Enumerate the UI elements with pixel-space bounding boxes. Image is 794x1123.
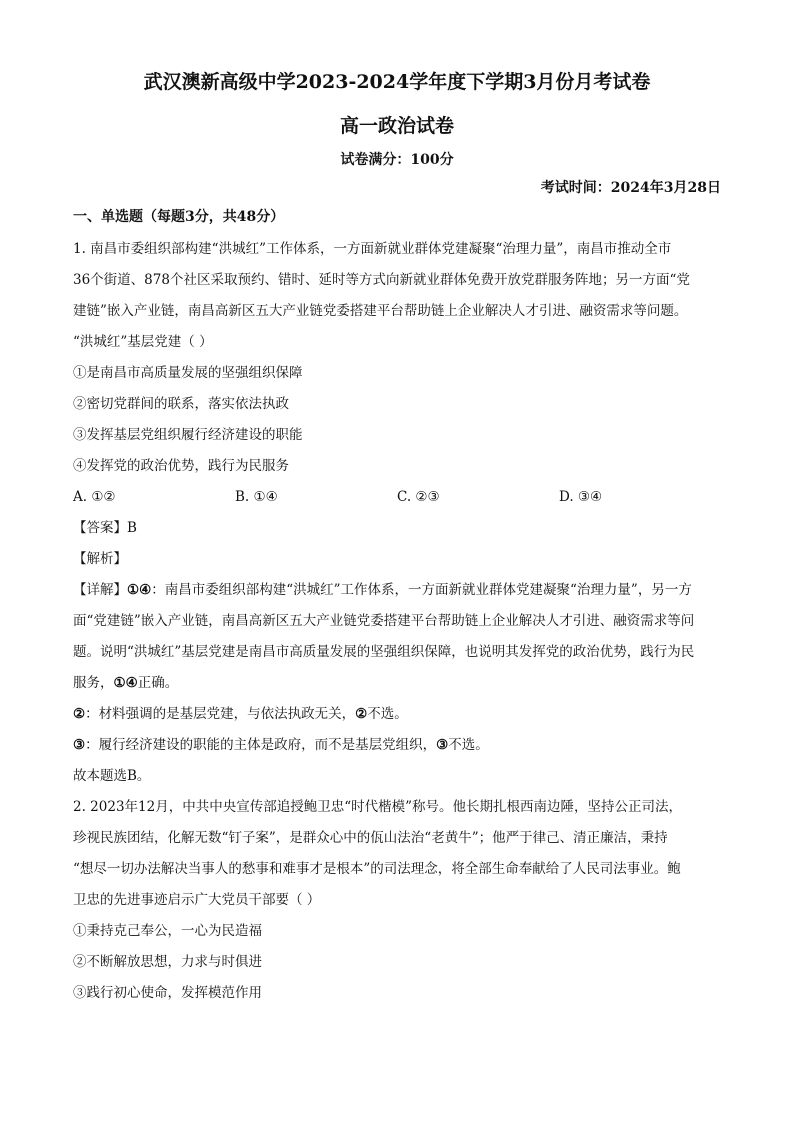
- point3-text: ：履行经济建设的职能的主体是政府，而不是基层党组织，: [85, 737, 437, 753]
- q1-stem-line: 建链”嵌入产业链，南昌高新区五大产业链党委搭建平台帮助链上企业解决人才引进、融资需求等问题。: [73, 303, 688, 319]
- point2-end: 不选。: [367, 706, 408, 722]
- q1-stem-line: “洪城红”基层党建（ ）: [73, 334, 213, 350]
- q1-detail-line: [73, 668, 721, 699]
- q2-statement: ③践行初心使命，发挥模范作用: [73, 985, 262, 1001]
- point2-text: ：材料强调的是基层党建，与依法执政无关，: [85, 706, 356, 722]
- exam-time: 考试时间：2024年3月28日: [540, 180, 721, 196]
- q1-stem-line: 36个街道、878个社区采取预约、错时、延时等方式向新就业群体免费开放党群服务阵地；另一方面“党: [73, 272, 690, 288]
- answer-value: B: [127, 520, 137, 536]
- q2-stem-line: 2. 2023年12月，中共中央宣传部追授鲍卫忠“时代楷模”称号。他长期扎根西南边陲，坚持公正司法，: [73, 799, 683, 815]
- q1-option-a: A. ①②: [73, 489, 116, 505]
- question-2: [73, 792, 721, 1009]
- q1-detail-line: 面“党建链”嵌入产业链，南昌高新区五大产业链党委搭建平台帮助链上企业解决人才引进、融资需求等问: [73, 613, 695, 629]
- detail-label: 【详解】: [73, 582, 127, 598]
- point2-mark: ②: [73, 706, 86, 722]
- q1-option-d: D. ③④: [559, 489, 603, 505]
- full-score: 试卷满分：100分: [340, 152, 454, 168]
- point3-mark: ③: [73, 737, 86, 753]
- detail-tail-mark: ①④: [113, 675, 138, 691]
- q1-statement: ②密切党群间的联系，落实依法执政: [73, 396, 289, 412]
- q1-point-3: [73, 730, 721, 761]
- q2-statement: ②不断解放思想，力求与时俱进: [73, 954, 262, 970]
- q1-answer: [73, 513, 721, 544]
- answer-label: 【答案】: [73, 520, 127, 536]
- point2-mark-end: ②: [355, 706, 368, 722]
- q1-analysis-label: 【解析】: [73, 551, 127, 567]
- q2-statement: ①秉持克己奉公，一心为民造福: [73, 923, 262, 939]
- q1-statement: ③发挥基层党组织履行经济建设的职能: [73, 427, 303, 443]
- q1-option-b: B. ①④: [235, 489, 278, 505]
- q1-statement: ①是南昌市高质量发展的坚强组织保障: [73, 365, 303, 381]
- q2-stem-line: 珍视民族团结，化解无数“钉子案”，是群众心中的佤山法治“老黄牛”；他严于律己、清正廉洁，秉持: [73, 830, 668, 846]
- detail-tail-pre: 服务，: [73, 675, 114, 691]
- exam-title: 武汉澳新高级中学2023-2024学年度下学期3月份月考试卷: [143, 71, 651, 93]
- detail-tail-post: 正确。: [137, 675, 179, 691]
- question-1: [73, 234, 721, 792]
- exam-subtitle: 高一政治试卷: [339, 115, 454, 137]
- detail-text: ：南昌市委组织部构建“洪城红”工作体系，一方面新就业群体党建凝聚“治理力量”，另一方: [151, 582, 692, 598]
- q1-stem-line: 1. 南昌市委组织部构建“洪城红”工作体系，一方面新就业群体党建凝聚“治理力量”，南昌市推动全市: [73, 241, 672, 257]
- q1-detail-line: [73, 575, 721, 606]
- q2-stem-line: “想尽一切办法解决当事人的愁事和难事才是根本”的司法理念，将全部生命奉献给了人民司法事业。鲍: [73, 861, 681, 877]
- q1-point-2: [73, 699, 721, 730]
- q1-option-c: C. ②③: [397, 489, 440, 505]
- point3-mark-end: ③: [436, 737, 449, 753]
- q2-stem-line: 卫忠的先进事迹启示广大党员干部要（ ）: [73, 892, 321, 908]
- point3-end: 不选。: [448, 737, 489, 753]
- q1-conclusion: 故本题选B。: [73, 768, 151, 784]
- q1-options: [73, 482, 721, 513]
- q1-statement: ④发挥党的政治优势，践行为民服务: [73, 458, 289, 474]
- section-heading: 一、单选题（每题3分，共48分）: [73, 209, 285, 225]
- detail-lead: ①④: [127, 582, 152, 598]
- q1-detail-line: 题。说明“洪城红”基层党建是南昌市高质量发展的坚强组织保障，也说明其发挥党的政治优势，践行为民: [73, 644, 695, 660]
